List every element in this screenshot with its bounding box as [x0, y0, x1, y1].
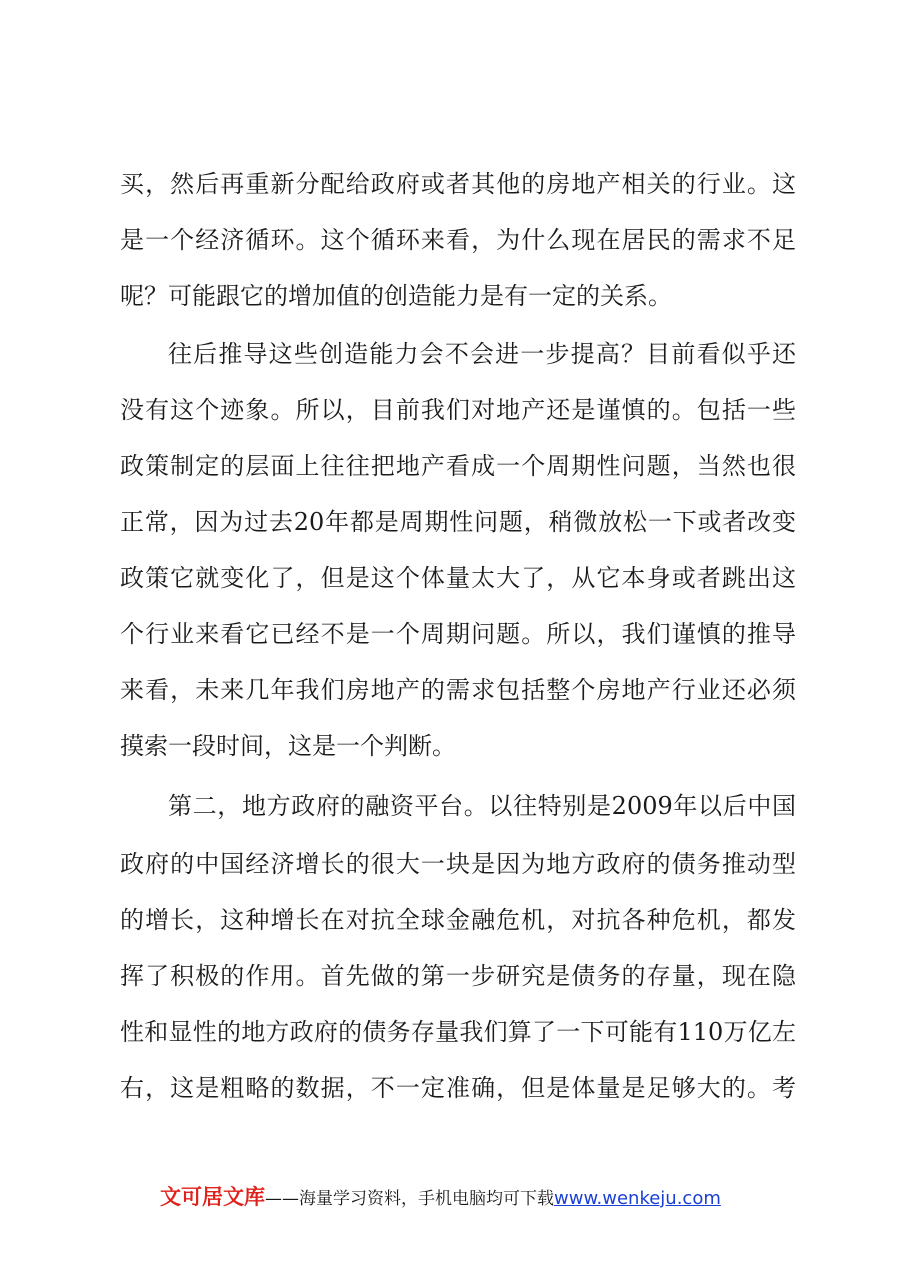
page-footer	[160, 1180, 721, 1214]
footer-slogan: ——海量学习资料，手机电脑均可下载	[265, 1189, 554, 1209]
text-line-9: 个行业来看它已经不是一个周期问题。所以，我们谨慎的推导	[120, 620, 796, 648]
text-line-2: 是一个经济循环。这个循环来看，为什么现在居民的需求不足	[120, 226, 796, 254]
text-line-1: 买，然后再重新分配给政府或者其他的房地产相关的行业。这	[120, 170, 796, 198]
footer-link[interactable]: www.wenkeju.com	[554, 1188, 721, 1209]
text-line-11: 摸索一段时间，这是一个判断。	[120, 732, 456, 760]
text-line-15: 挥了积极的作用。首先做的第一步研究是债务的存量，现在隐	[120, 962, 796, 990]
text-line-10: 来看，未来几年我们房地产的需求包括整个房地产行业还必须	[120, 676, 796, 704]
text-line-6: 政策制定的层面上往往把地产看成一个周期性问题，当然也很	[120, 452, 796, 480]
text-line-16: 性和显性的地方政府的债务存量我们算了一下可能有110万亿左	[120, 1018, 796, 1046]
text-line-4: 往后推导这些创造能力会不会进一步提高？目前看似乎还	[168, 340, 796, 368]
text-line-8: 政策它就变化了，但是这个体量太大了，从它本身或者跳出这	[120, 564, 796, 592]
text-line-3: 呢？可能跟它的增加值的创造能力是有一定的关系。	[120, 282, 672, 310]
footer-brand: 文可居文库	[160, 1185, 265, 1209]
text-line-13: 政府的中国经济增长的很大一块是因为地方政府的债务推动型	[120, 850, 796, 878]
text-line-17: 右，这是粗略的数据，不一定准确，但是体量是足够大的。考	[120, 1074, 796, 1102]
text-line-7: 正常，因为过去20年都是周期性问题，稍微放松一下或者改变	[120, 508, 796, 536]
text-line-14: 的增长，这种增长在对抗全球金融危机，对抗各种危机，都发	[120, 906, 796, 934]
text-line-5: 没有这个迹象。所以，目前我们对地产还是谨慎的。包括一些	[120, 396, 796, 424]
text-line-12: 第二，地方政府的融资平台。以往特别是2009年以后中国	[168, 792, 796, 820]
